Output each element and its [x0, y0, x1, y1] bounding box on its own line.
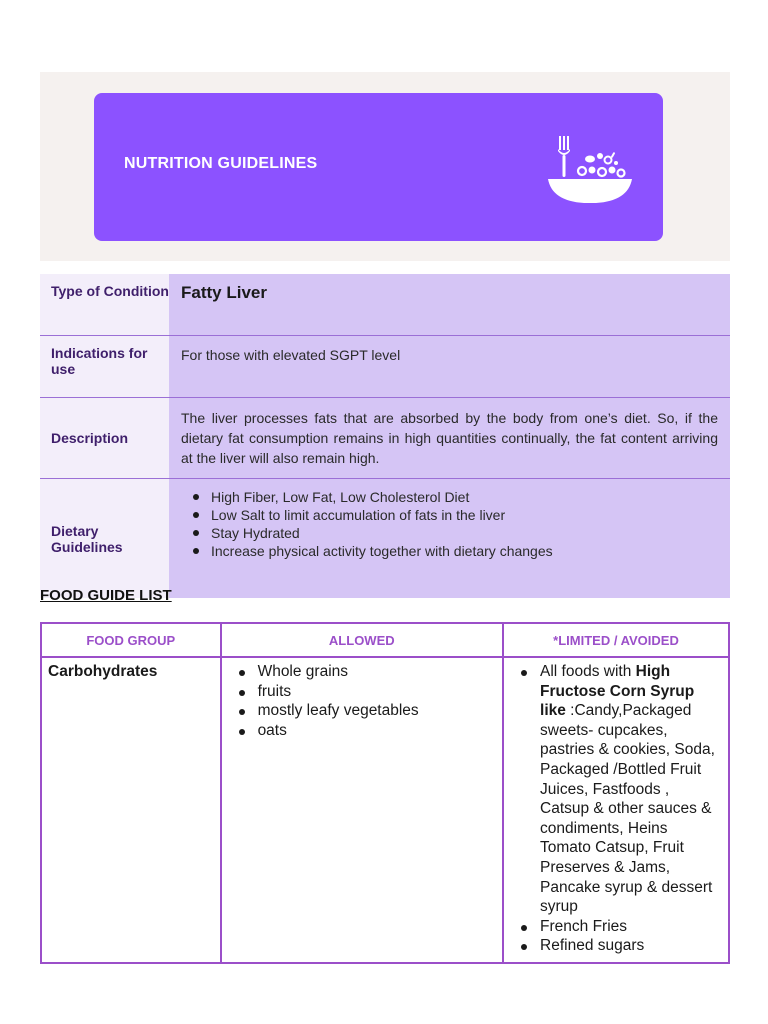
table-row — [40, 398, 730, 479]
list-item: fruits — [228, 682, 496, 702]
condition-name: Fatty Liver — [181, 283, 267, 302]
food-guide-table — [40, 622, 730, 964]
table-row — [40, 479, 730, 599]
condition-info-table — [40, 274, 730, 598]
list-item: oats — [228, 721, 496, 741]
list-item: High Fiber, Low Fat, Low Cholesterol Diet — [181, 488, 718, 506]
limited-highlight-text: High Fructose Corn Syrup like — [540, 663, 695, 720]
allowed-cell — [221, 657, 503, 963]
banner-title: NUTRITION GUIDELINES — [124, 155, 318, 172]
indications-value: For those with elevated SGPT level — [169, 336, 730, 398]
limited-cell — [503, 657, 729, 963]
type-of-condition-label: Type of Condition — [40, 274, 169, 336]
dietary-guidelines-list — [181, 488, 718, 560]
table-row — [41, 657, 729, 963]
list-item — [510, 662, 722, 917]
indications-label: Indications for use — [40, 336, 169, 398]
limited-list — [510, 662, 722, 956]
list-item: Refined sugars — [510, 936, 722, 956]
limited-intro-text: All foods with — [540, 663, 636, 680]
list-item: mostly leafy vegetables — [228, 701, 496, 721]
header-banner — [94, 93, 663, 241]
table-row — [40, 336, 730, 398]
allowed-list — [228, 662, 496, 740]
table-row — [40, 274, 730, 336]
column-header-limited: *LIMITED / AVOIDED — [503, 623, 729, 657]
food-group-cell — [41, 657, 221, 963]
limited-examples-text: :Candy,Packaged sweets- cupcakes, pastries & cookies, Soda, Packaged /Bottled Fruit Juices, Fastfoods , Catsup & other sauces & condiments, Heins Tomato Catsup, Fruit Preserves & Jams, Pancake syrup & dessert syrup — [540, 702, 715, 916]
header-banner-area — [40, 72, 730, 261]
list-item: Low Salt to limit accumulation of fats in the liver — [181, 506, 718, 524]
description-label: Description — [40, 398, 169, 479]
description-value: The liver processes fats that are absorbed by the body from one’s diet. So, if the dietary fat consumption remains in high quantities continually, the fat content arriving at the liver will also remain high. — [169, 398, 730, 479]
bowl-with-fork-icon — [546, 127, 636, 207]
type-of-condition-cell — [169, 274, 730, 336]
list-item: Whole grains — [228, 662, 496, 682]
dietary-guidelines-cell — [169, 479, 730, 599]
food-group-name: Carbohydrates — [48, 663, 158, 680]
column-header-allowed: ALLOWED — [221, 623, 503, 657]
dietary-guidelines-label: Dietary Guidelines — [40, 479, 169, 599]
column-header-food-group: FOOD GROUP — [41, 623, 221, 657]
list-item: Increase physical activity together with dietary changes — [181, 542, 718, 560]
food-guide-heading: FOOD GUIDE LIST — [40, 587, 172, 604]
list-item: French Fries — [510, 917, 722, 937]
list-item: Stay Hydrated — [181, 524, 718, 542]
table-header-row — [41, 623, 729, 657]
